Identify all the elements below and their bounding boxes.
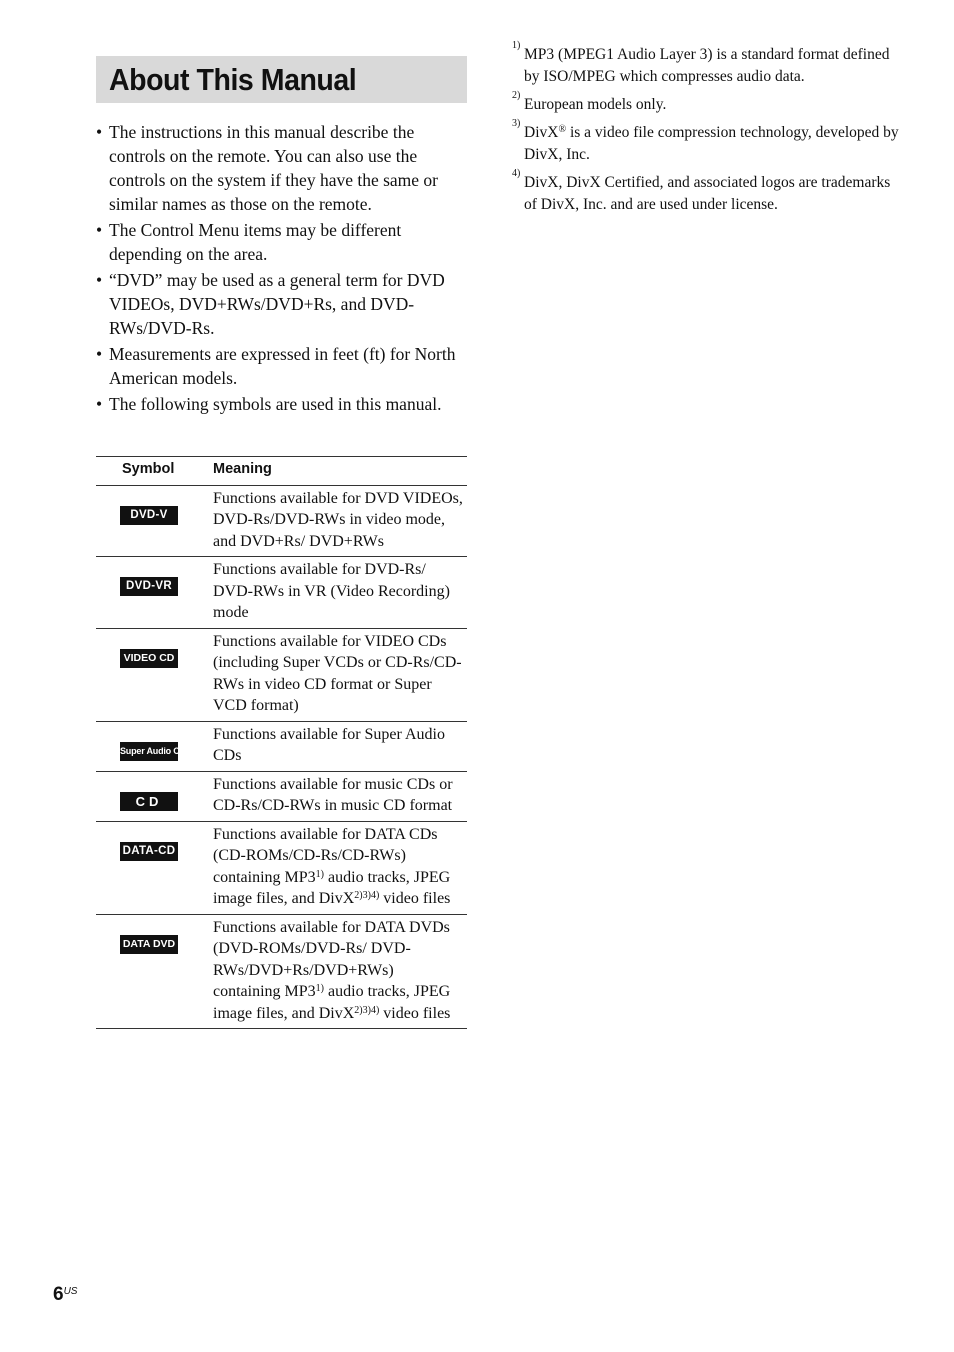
bullet-item: • The instructions in this manual describe the controls on the remote. You can also use the controls on the system if they have the same or similar names as those on the remote. — [96, 120, 467, 216]
meaning-cell: Functions available for DVD-Rs/ DVD-RWs in VR (Video Recording) mode — [213, 557, 467, 629]
table-header-row — [96, 457, 467, 486]
bullet-item: • The following symbols are used in this manual. — [96, 392, 467, 416]
page-locale: US — [63, 1286, 78, 1297]
dvd-vr-badge: DVD-VR — [120, 577, 178, 596]
symbols-table — [96, 456, 467, 1029]
super-audio-cd-badge: Super Audio CD — [120, 742, 178, 761]
footnote — [512, 118, 902, 166]
footnote-number: 2) — [512, 90, 521, 101]
bullet-item: • The Control Menu items may be different depending on the area. — [96, 218, 467, 266]
table-row — [96, 771, 467, 821]
footnote-ref: 2)3)4) — [354, 1004, 380, 1016]
cd-badge: CD — [120, 792, 178, 811]
meaning-cell: Functions available for DATA DVDs (DVD-ROMs/DVD-Rs/ DVD-RWs/DVD+Rs/DVD+RWs) containing MP3$^{1)}$ audio tracks, JPEG image files, and DivX$^{2)3)4)}$ video files — [213, 914, 467, 1029]
footnote-ref: 1) — [315, 868, 325, 880]
page-number: $6^{US}$ — [53, 1284, 78, 1305]
footnote — [512, 90, 902, 116]
table-row — [96, 821, 467, 914]
video-cd-badge: VIDEO CD — [120, 649, 178, 668]
header-symbol: Symbol — [96, 457, 213, 486]
registered-mark: ® — [558, 124, 567, 135]
meaning-cell: Functions available for DVD VIDEOs, DVD-Rs/DVD-RWs in video mode, and DVD+Rs/ DVD+RWs — [213, 485, 467, 557]
data-dvd-badge: DATA DVD — [120, 935, 178, 954]
table-row — [96, 628, 467, 721]
footnotes — [512, 40, 902, 222]
meaning-cell: Functions available for Super Audio CDs — [213, 721, 467, 771]
table-row — [96, 721, 467, 771]
meaning-cell: Functions available for VIDEO CDs (including Super VCDs or CD-Rs/CD-RWs in video CD format or Super VCD format) — [213, 628, 467, 721]
footnote — [512, 40, 902, 88]
footnote-text: DivX, DivX Certified, and associated logos are trademarks of DivX, Inc. and are used under license. — [524, 174, 891, 213]
header-meaning: Meaning — [213, 457, 467, 486]
title-banner — [96, 56, 467, 103]
footnote-text: European models only. — [524, 96, 667, 113]
meaning-cell: Functions available for DATA CDs (CD-ROMs/CD-Rs/CD-RWs) containing MP3$^{1)}$ audio tracks, JPEG image files, and DivX$^{2)3)4)}$ video files — [213, 821, 467, 914]
table-row — [96, 557, 467, 629]
footnote-number: 3) — [512, 118, 521, 129]
footnote-text: MP3 (MPEG1 Audio Layer 3) is a standard format defined by ISO/MPEG which compresses audio data. — [524, 46, 890, 85]
dvd-v-badge: DVD-V — [120, 506, 178, 525]
intro-bullet-list — [96, 120, 467, 418]
bullet-item: • “DVD” may be used as a general term for DVD VIDEOs, DVD+RWs/DVD+Rs, and DVD-RWs/DVD-Rs. — [96, 268, 467, 340]
footnote — [512, 168, 902, 216]
footnote-ref: 1) — [315, 983, 325, 994]
data-cd-badge: DATA-CD — [120, 842, 178, 861]
table-row — [96, 914, 467, 1029]
meaning-cell: Functions available for music CDs or CD-Rs/CD-RWs in music CD format — [213, 771, 467, 821]
table-row — [96, 485, 467, 557]
footnote-number: 1) — [512, 40, 521, 51]
bullet-item: • Measurements are expressed in feet (ft) for North American models. — [96, 342, 467, 390]
footnote-number: 4) — [512, 168, 521, 179]
footnote-ref: 2)3)4) — [354, 890, 380, 901]
footnote-text: DivX® is a video file compression technology, developed by DivX, Inc. — [524, 124, 899, 163]
page-title: About This Manual — [109, 62, 357, 97]
